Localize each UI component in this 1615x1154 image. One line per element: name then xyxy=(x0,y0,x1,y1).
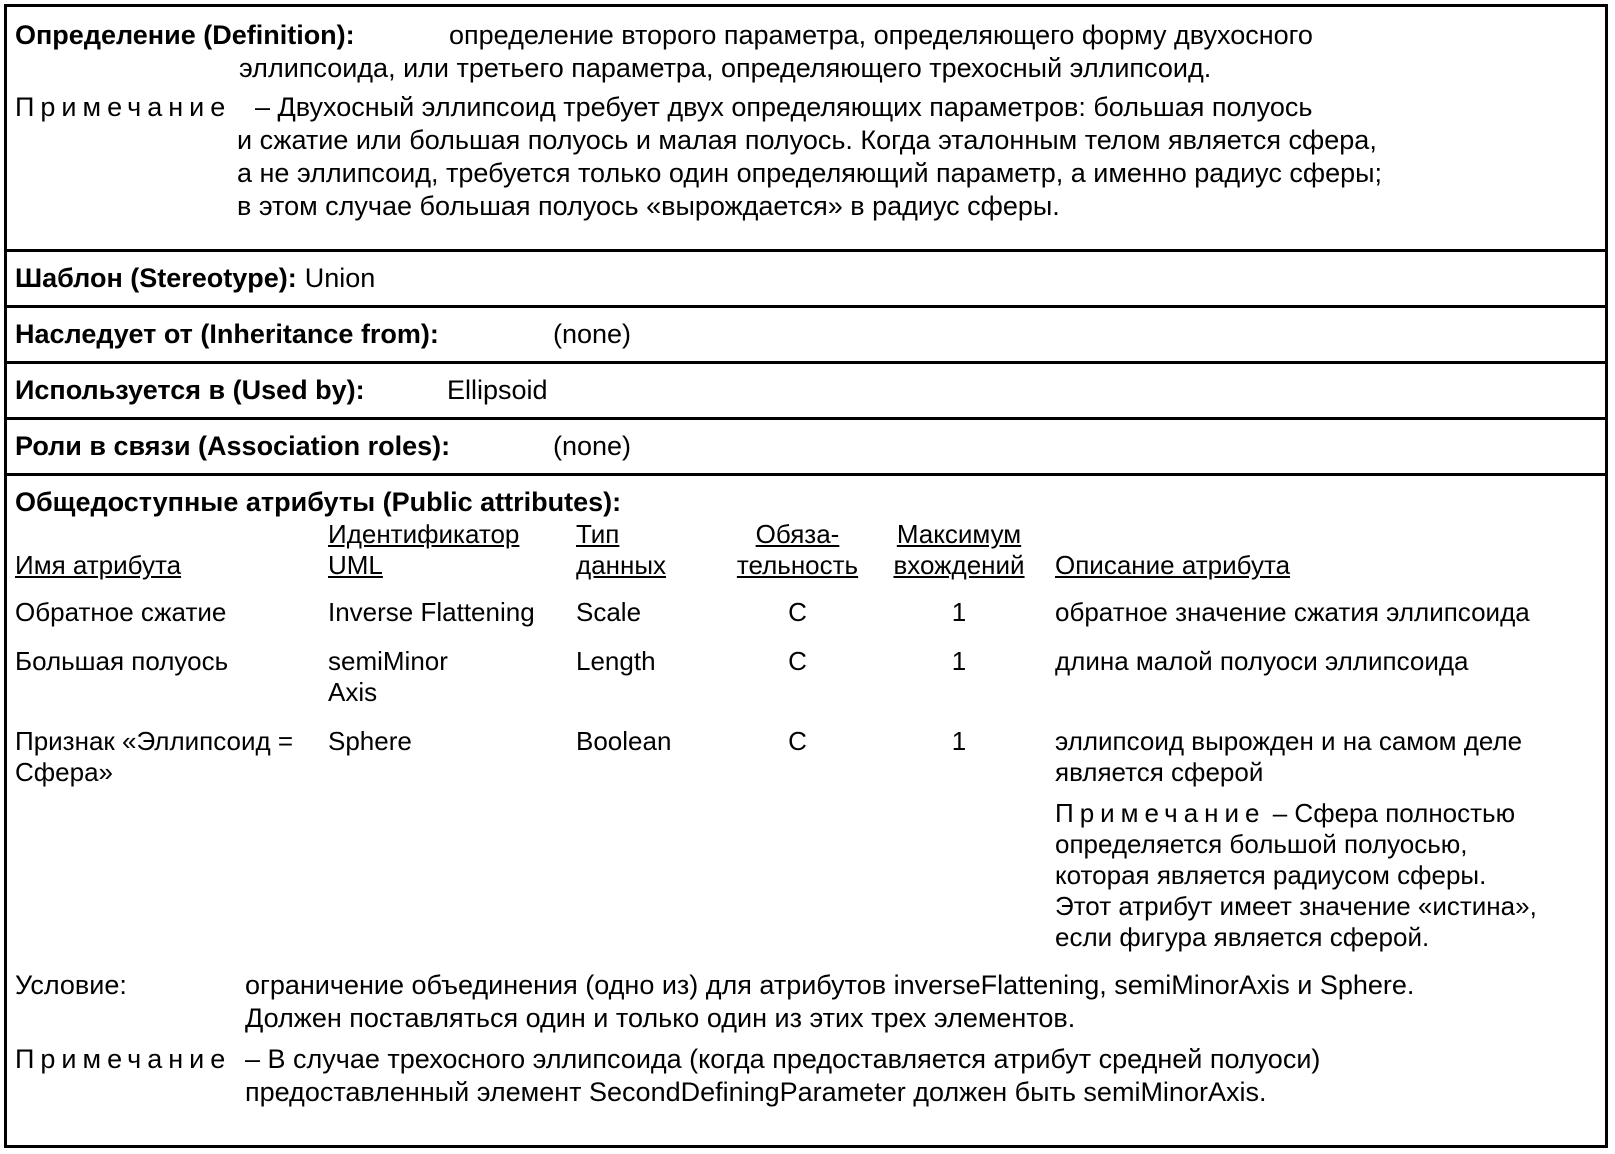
definition-line xyxy=(15,19,1597,52)
cell-description: длина малой полуоси эллипсоида xyxy=(1055,646,1469,676)
cell-description xyxy=(1039,718,1597,963)
cell-obligation: C xyxy=(788,726,807,756)
cell-desc-line-1: эллипсоид вырожден и на самом деле xyxy=(1055,726,1523,756)
association-roles-row xyxy=(7,420,1605,476)
public-attributes-section xyxy=(7,476,1605,1109)
sphere-note-line-1: – Сфера полностью xyxy=(1272,798,1516,828)
definition-note-label: Примечание xyxy=(15,92,232,122)
condition-text xyxy=(245,969,1414,1035)
final-note-line-2: предоставленный элемент SecondDefiningParameter должен быть semiMinorAxis. xyxy=(245,1077,1267,1107)
header-oblig-line-2: тельность xyxy=(736,550,859,580)
used-by-value: Ellipsoid xyxy=(447,375,548,405)
definition-note-line-1: – Двухосный эллипсоид требует двух определяющих параметров: большая полуось xyxy=(255,92,1313,122)
definition-note-line-3: а не эллипсоид, требуется только один определяющий параметр, а именно радиус сферы; xyxy=(237,158,1383,188)
inheritance-row xyxy=(7,308,1605,364)
cell-max: 1 xyxy=(951,597,967,627)
stereotype-label: Шаблон (Stereotype): xyxy=(15,263,297,293)
definition-note xyxy=(15,91,1597,124)
cell-max: 1 xyxy=(951,726,967,756)
final-note-label: Примечание xyxy=(15,1044,232,1074)
condition-line-1: ограничение объединения (одно из) для атрибутов inverseFlattening, semiMinorAxis и Sphere. xyxy=(245,970,1415,1000)
public-attributes-label: Общедоступные атрибуты (Public attributes): xyxy=(15,487,622,517)
final-note-text xyxy=(245,1043,1320,1109)
cell-uml-line-1: semiMinor xyxy=(328,646,448,676)
header-uml-line-2: UML xyxy=(328,550,383,580)
definition-section xyxy=(7,7,1605,252)
header-max-line-2: вхождений xyxy=(893,550,1025,580)
cell-type: Scale xyxy=(576,597,642,627)
stereotype-value: Union xyxy=(304,263,376,293)
header-type-line-2: данных xyxy=(576,550,667,580)
cell-desc-line-2: является сферой xyxy=(1055,757,1264,787)
cell-name-line-2: Сфера» xyxy=(15,757,114,787)
header-oblig-line-1: Обяза- xyxy=(755,519,840,549)
cell-uml xyxy=(328,638,576,718)
table-row xyxy=(15,638,1597,718)
cell-obligation: C xyxy=(788,646,807,676)
header-attribute-name xyxy=(15,519,328,589)
header-name-text: Имя атрибута xyxy=(15,550,182,580)
sphere-note-line-2: определяется большой полуосью, xyxy=(1055,829,1468,859)
table-row xyxy=(15,589,1597,638)
attributes-header-row xyxy=(15,519,1597,589)
cell-type: Length xyxy=(576,646,656,676)
condition-label: Условие: xyxy=(15,970,127,1000)
attribute-specification-table xyxy=(4,4,1608,1148)
header-max-occurrence xyxy=(879,519,1039,589)
cell-max: 1 xyxy=(951,646,967,676)
sphere-note xyxy=(1055,798,1597,953)
cell-description: обратное значение сжатия эллипсоида xyxy=(1055,597,1530,627)
condition-block xyxy=(15,969,1597,1035)
cell-name: Большая полуось xyxy=(15,646,229,676)
header-uml-line-1: Идентификатор xyxy=(328,519,520,549)
header-desc-text: Описание атрибута xyxy=(1055,550,1291,580)
cell-name xyxy=(15,718,328,963)
definition-label: Определение (Definition): xyxy=(15,20,355,50)
sphere-note-line-4: Этот атрибут имеет значение «истина», xyxy=(1055,891,1537,921)
attributes-table xyxy=(15,519,1597,963)
final-note-line-1: – В случае трехосного эллипсоида (когда предоставляется атрибут средней полуоси) xyxy=(245,1044,1321,1074)
header-uml-identifier xyxy=(328,519,576,589)
definition-note-line-2: и сжатие или большая полуось и малая полуось. Когда эталонным телом является сфера, xyxy=(237,125,1377,155)
used-by-row xyxy=(7,364,1605,420)
definition-text-1: определение второго параметра, определяющего форму двухосного xyxy=(449,20,1313,50)
sphere-note-line-3: которая является радиусом сферы. xyxy=(1055,860,1487,890)
cell-name: Обратное сжатие xyxy=(15,597,227,627)
final-note xyxy=(15,1043,1597,1109)
definition-note-line-4: в этом случае большая полуось «вырождается» в радиус сферы. xyxy=(237,191,1060,221)
association-roles-label: Роли в связи (Association roles): xyxy=(15,431,451,461)
header-description xyxy=(1039,519,1597,589)
sphere-note-line-5: если фигура является сферой. xyxy=(1055,922,1430,952)
header-max-line-1: Максимум xyxy=(896,519,1022,549)
cell-uml: Sphere xyxy=(328,726,412,756)
definition-text-2: эллипсоида, или третьего параметра, определяющего трехосный эллипсоид. xyxy=(239,53,1212,83)
inheritance-label: Наследует от (Inheritance from): xyxy=(15,319,439,349)
stereotype-row xyxy=(7,252,1605,308)
cell-type: Boolean xyxy=(576,726,672,756)
inheritance-value: (none) xyxy=(553,319,632,349)
used-by-label: Используется в (Used by): xyxy=(15,375,365,405)
cell-uml-line-2: Axis xyxy=(328,677,378,707)
condition-line-2: Должен поставляться один и только один из этих трех элементов. xyxy=(245,1003,1076,1033)
table-row xyxy=(15,718,1597,963)
cell-obligation: C xyxy=(788,597,807,627)
header-obligation xyxy=(716,519,879,589)
association-roles-value: (none) xyxy=(553,431,632,461)
sphere-note-label: Примечание xyxy=(1055,798,1266,828)
cell-name-line-1: Признак «Эллипсоид = xyxy=(15,726,294,756)
header-data-type xyxy=(576,519,716,589)
header-type-line-1: Тип xyxy=(576,519,620,549)
cell-uml: Inverse Flattening xyxy=(328,597,535,627)
